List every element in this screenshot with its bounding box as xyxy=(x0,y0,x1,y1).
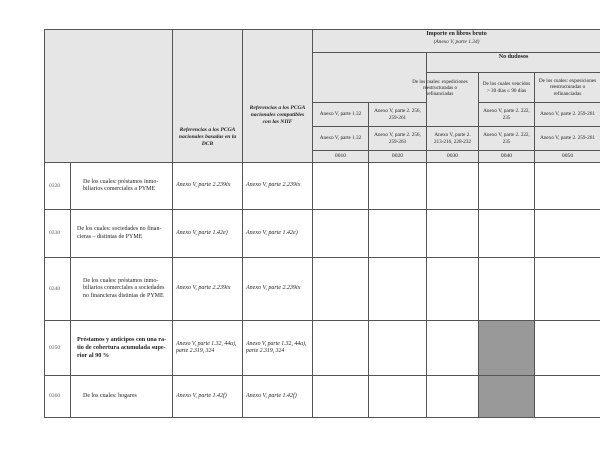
restructured-subheader-2: De los cuales: exposiciones reestructuradas o refinanciadas xyxy=(535,73,600,103)
table-row xyxy=(45,163,600,210)
blank-subheader-cell xyxy=(313,53,427,103)
data-cell[interactable] xyxy=(427,376,479,418)
ref-row1-col2: Anexo V, parte 2. 256, 259-261 xyxy=(369,103,427,127)
row-label: De los cuales: sociedades no financieras – distintas de PYME xyxy=(71,210,173,258)
not-overdue-header: No dudosos xyxy=(427,53,600,73)
data-cell[interactable] xyxy=(479,210,535,258)
data-cell[interactable] xyxy=(535,258,600,321)
row-label: Préstamos y anticipos con una ratio de cobertura acumulada superior al 90 % xyxy=(71,321,173,376)
ref-row2-col4: Anexo V, parte 2. 222, 235 xyxy=(479,127,535,151)
data-cell[interactable] xyxy=(369,321,427,376)
row-label: De los cuales: hogares xyxy=(71,376,173,418)
data-cell[interactable] xyxy=(535,163,600,210)
data-cell[interactable] xyxy=(369,210,427,258)
data-cell[interactable] xyxy=(313,258,369,321)
data-cell[interactable] xyxy=(369,376,427,418)
data-cell[interactable] xyxy=(535,321,600,376)
col-code-0010: 0010 xyxy=(313,151,369,163)
shaded-cell xyxy=(479,376,535,418)
data-cell[interactable] xyxy=(427,163,479,210)
ref-niif-header-text: Referencias a los PCGA nacionales compatibles con las NIIF xyxy=(249,105,306,125)
data-cell[interactable] xyxy=(369,163,427,210)
table-row xyxy=(45,376,600,418)
row-ref-niif: Anexo V, parte 1.32, 44a), parte 2.319, 324 xyxy=(243,321,313,376)
table-row xyxy=(45,321,600,376)
col-code-0030: 0030 xyxy=(427,151,479,163)
row-code: 0360 xyxy=(45,376,71,418)
col-code-0040: 0040 xyxy=(479,151,535,163)
blank-header-cell xyxy=(45,30,173,163)
col-code-0020: 0020 xyxy=(369,151,427,163)
data-cell[interactable] xyxy=(535,210,600,258)
row-code: 0350 xyxy=(45,321,71,376)
ref-row2-col3: Anexo V, parte 2. 213-216, 228-232 xyxy=(427,127,479,151)
books-ref: (Anexo V, parte 1.34) xyxy=(433,38,480,45)
ref-row2-col2: Anexo V, parte 2. 256, 259-263 xyxy=(369,127,427,151)
books-title: Importe en libros bruto xyxy=(426,31,487,37)
row-ref-niif: Anexo V, parte 1.42f) xyxy=(243,376,313,418)
report-table xyxy=(44,29,600,418)
data-cell[interactable] xyxy=(313,376,369,418)
row-code: 0340 xyxy=(45,258,71,321)
row-ref-dcb: Anexo V, parte 2.239ix xyxy=(173,258,243,321)
data-cell[interactable] xyxy=(427,210,479,258)
row-label: De los cuales: préstamos inmobiliarios comerciales a PYME xyxy=(71,163,173,210)
report-table-container xyxy=(44,29,600,418)
data-cell[interactable] xyxy=(427,258,479,321)
ref-row1-col4: Anexo V, parte 2. 222, 235 xyxy=(479,103,535,127)
table-row xyxy=(45,258,600,321)
data-cell[interactable] xyxy=(313,210,369,258)
data-cell[interactable] xyxy=(313,321,369,376)
table-row xyxy=(45,210,600,258)
data-cell[interactable] xyxy=(479,258,535,321)
data-cell[interactable] xyxy=(479,163,535,210)
restructured-subheader: De los cuales: expediciones reestructuradas o refinanciadas xyxy=(412,80,468,97)
ref-row1-col1: Anexo V, parte 1.32 xyxy=(313,103,369,127)
data-cell[interactable] xyxy=(369,258,427,321)
row-ref-niif: Anexo V, parte 2.239ix xyxy=(243,258,313,321)
col-code-0050: 0050 xyxy=(535,151,600,163)
row-ref-niif: Anexo V, parte 2.239ix xyxy=(243,163,313,210)
row-ref-dcb: Anexo V, parte 2.239ix xyxy=(173,163,243,210)
overdue-subheader: De los cuales vencidos > 30 días ≤ 90 días xyxy=(479,73,535,103)
data-cell[interactable] xyxy=(313,163,369,210)
data-cell[interactable] xyxy=(535,376,600,418)
books-value-header xyxy=(313,30,600,53)
ref-row2-col5: Anexo V, parte 2. 259-261 xyxy=(535,127,600,151)
ref-dcb-header-text: Referencias a los PCGA nacionales basadas en la DCB xyxy=(178,127,237,148)
row-code: 0330 xyxy=(45,210,71,258)
row-ref-dcb: Anexo V, parte 1.42e) xyxy=(173,210,243,258)
row-ref-dcb: Anexo V, parte 1.32, 44a), parte 2.319, 324 xyxy=(173,321,243,376)
row-ref-dcb: Anexo V, parte 1.42f) xyxy=(173,376,243,418)
row-code: 0320 xyxy=(45,163,71,210)
row-label: De los cuales: préstamos inmobiliarios comerciales a sociedades no financieras distintas de PYME xyxy=(71,258,173,321)
shaded-cell xyxy=(479,321,535,376)
row-ref-niif: Anexo V, parte 1.42e) xyxy=(243,210,313,258)
ref-dcb-header xyxy=(173,30,243,163)
data-cell[interactable] xyxy=(427,321,479,376)
ref-row1-col5: Anexo V, parte 2. 259-261 xyxy=(535,103,600,127)
ref-row2-col1: Anexo V, parte 1.32 xyxy=(313,127,369,151)
ref-niif-header xyxy=(243,30,313,163)
